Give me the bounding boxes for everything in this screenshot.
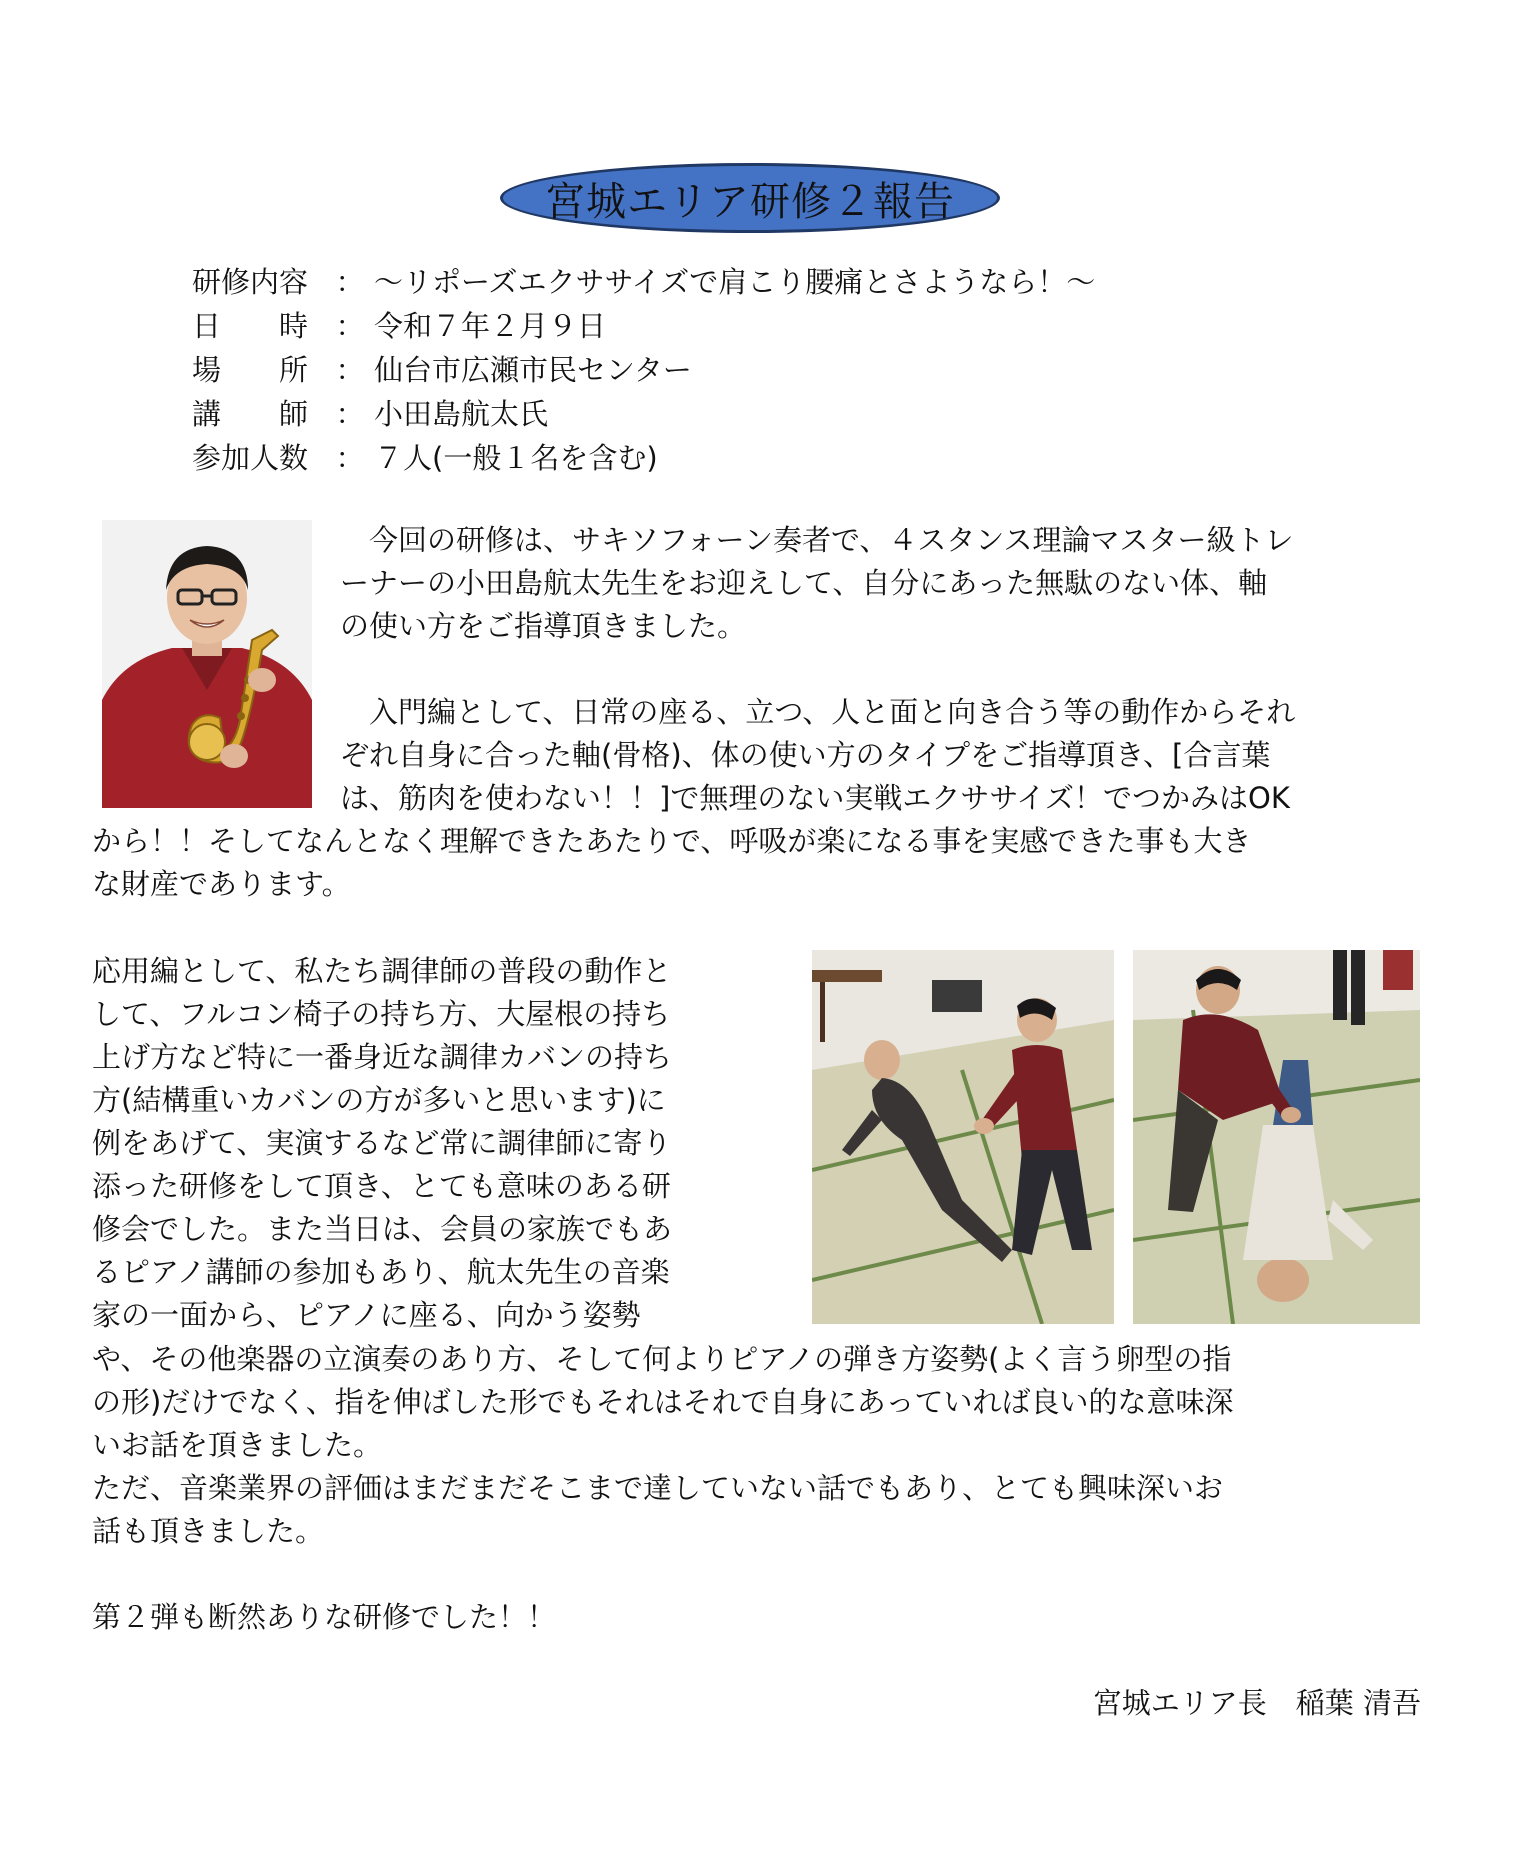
info-separator: ：	[335, 309, 365, 343]
paragraph-line: 方(結構重いカバンの方が多いと思います)に	[92, 1083, 666, 1117]
workshop-photo-1-illustration	[812, 950, 1114, 1324]
paragraph-line: は、筋肉を使わない！！]で無理のない実戦エクササイズ！でつかみはOK	[340, 781, 1290, 815]
paragraph-line: して、フルコン椅子の持ち方、大屋根の持ち	[92, 997, 671, 1031]
paragraph-3-full	[92, 1338, 1233, 1553]
info-separator: ：	[335, 397, 365, 431]
info-label: 研修内容	[192, 265, 309, 299]
info-value: 仙台市広瀬市民センター	[374, 353, 692, 387]
paragraph-line: や、その他楽器の立演奏のあり方、そして何よりピアノの弾き方姿勢(よく言う卵型の指	[92, 1342, 1232, 1376]
paragraph-line: いお話を頂きました。	[92, 1428, 383, 1462]
workshop-photo-2	[1133, 950, 1420, 1324]
paragraph-line: 修会でした。また当日は、会員の家族でもあ	[92, 1212, 673, 1246]
workshop-photo-1	[812, 950, 1114, 1324]
info-label: 参加人数	[192, 441, 309, 475]
info-value: 小田島航太氏	[374, 397, 549, 431]
info-row-content	[192, 260, 1095, 304]
info-separator: ：	[335, 265, 365, 299]
workshop-photo-2-illustration	[1133, 950, 1420, 1324]
info-row-lecturer	[192, 392, 1095, 436]
paragraph-line: 入門編として、日常の座る、立つ、人と面と向き合う等の動作からそれ	[340, 695, 1296, 729]
paragraph-line: の使い方をご指導頂きました。	[340, 609, 747, 643]
info-separator: ：	[335, 353, 365, 387]
paragraph-line: ーナーの小田島航太先生をお迎えして、自分にあった無駄のない体、軸	[340, 566, 1268, 600]
lecturer-portrait	[102, 520, 312, 808]
info-row-date	[192, 304, 1095, 348]
portrait-illustration	[102, 520, 312, 808]
info-value: 令和７年２月９日	[374, 309, 607, 343]
paragraph-line: 話も頂きました。	[92, 1514, 325, 1548]
info-label: 場 所	[192, 353, 309, 387]
paragraph-2-side	[340, 691, 1295, 820]
paragraph-line: の形)だけでなく、指を伸ばした形でもそれはそれで自身にあっていれば良い的な意味深	[92, 1385, 1234, 1419]
paragraph-line: 応用編として、私たち調律師の普段の動作と	[92, 954, 672, 988]
info-row-participants	[192, 436, 1095, 480]
closing-line: 第２弾も断然ありな研修でした！！	[92, 1600, 557, 1634]
info-row-place	[192, 348, 1095, 392]
paragraph-line: な財産であります。	[92, 867, 351, 901]
paragraph-3-side	[92, 950, 672, 1337]
signature: 宮城エリア長 稲葉 清吾	[1092, 1686, 1421, 1720]
paragraph-line: 添った研修をして頂き、とても意味のある研	[92, 1169, 671, 1203]
info-separator: ：	[335, 441, 365, 475]
paragraph-line: 今回の研修は、サキソフォーン奏者で、４スタンス理論マスター級トレ	[340, 523, 1294, 557]
paragraph-line: ただ、音楽業界の評価はまだまだそこまで達していない話でもあり、とても興味深いお	[92, 1471, 1224, 1505]
paragraph-line: から！！そしてなんとなく理解できたあたりで、呼吸が楽になる事を実感できた事も大き	[92, 824, 1252, 858]
info-value: ～リポーズエクササイズで肩こり腰痛とさようなら！～	[374, 265, 1096, 299]
info-label: 講 師	[192, 397, 309, 431]
title-oval	[500, 163, 1000, 233]
paragraph-line: るピアノ講師の参加もあり、航太先生の音楽	[92, 1255, 670, 1289]
paragraph-1	[340, 519, 1294, 648]
paragraph-line: ぞれ自身に合った軸(骨格)、体の使い方のタイプをご指導頂き、[合言葉	[340, 738, 1271, 772]
page-title: 宮城エリア研修２報告	[545, 178, 955, 225]
info-value: ７人(一般１名を含む)	[374, 441, 658, 475]
info-label: 日 時	[192, 309, 309, 343]
paragraph-line: 例をあげて、実演するなど常に調律師に寄り	[92, 1126, 672, 1160]
paragraph-line: 上げ方など特に一番身近な調律カバンの持ち	[92, 1040, 673, 1074]
paragraph-line: 家の一面から、ピアノに座る、向かう姿勢	[92, 1298, 641, 1332]
info-block	[192, 260, 1095, 480]
paragraph-2-full	[92, 820, 1251, 906]
